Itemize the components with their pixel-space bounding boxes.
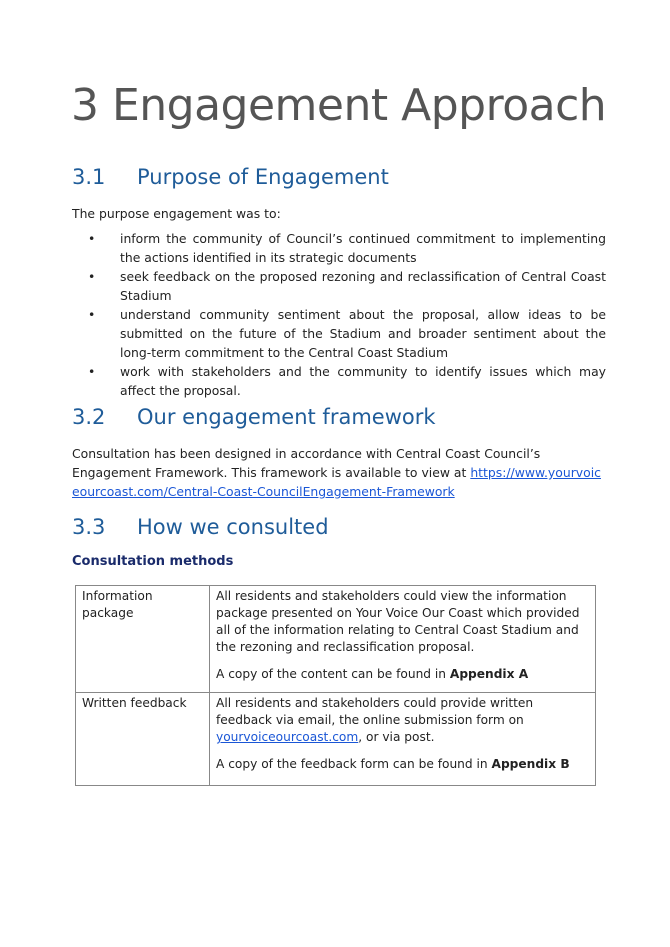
description-cell [210,693,596,786]
appendix-ref: Appendix A [449,667,529,681]
section-title: Purpose of Engagement [137,165,389,189]
appendix-prefix: A copy of the content can be found in [216,667,450,681]
framework-text: Consultation has been designed in accordance with Central Coast Council’s Engagement Framework. This framework is available to view at [72,446,541,480]
description-text: All residents and stakeholders could view the information package presented on Your Voice Our Coast which provided all of the information relating to Central Coast Stadium and the rezoning and reclassification proposal. [216,589,580,654]
section-heading-3-3 [72,515,329,539]
list-item: • work with stakeholders and the community to identify issues which may affect the proposal. [72,362,606,400]
appendix-note [216,756,589,773]
method-cell: Information package [76,586,210,693]
description-before: All residents and stakeholders could provide written feedback via email, the online submission form on [216,696,534,727]
appendix-prefix: A copy of the feedback form can be found in [216,757,492,771]
description-after: , or via post. [358,730,435,744]
section-number: 3.2 [72,405,106,429]
consultation-methods-table [75,585,596,786]
method-cell: Written feedback [76,693,210,786]
list-item: • seek feedback on the proposed rezoning and reclassification of Central Coast Stadium [72,267,606,305]
list-item: • inform the community of Council’s continued commitment to implementing the actions identified in its strategic documents [72,229,606,267]
appendix-note [216,666,589,683]
yourvoiceourcoast-link[interactable]: yourvoiceourcoast.com [216,730,359,744]
framework-link[interactable]: https://www.yourvoiceourcoast.com/Central-Coast-CouncilEngagement-Framework [72,465,601,499]
table-row [76,693,596,786]
appendix-ref: Appendix B [491,757,570,771]
description-text [216,695,589,746]
framework-paragraph [72,444,602,501]
section-heading-3-1 [72,165,389,189]
description-cell [210,586,596,693]
table-row [76,586,596,693]
section-number: 3.1 [72,165,106,189]
purpose-intro: The purpose engagement was to: [72,206,281,221]
section-heading-3-2 [72,405,436,429]
section-title: Our engagement framework [137,405,436,429]
consultation-methods-heading: Consultation methods [72,554,234,569]
section-number: 3.3 [72,515,106,539]
list-item: • understand community sentiment about the proposal, allow ideas to be submitted on the future of the Stadium and broader sentiment about the long-term commitment to the Central Coast Stadium [72,305,606,362]
purpose-list [72,229,606,400]
section-title: How we consulted [137,515,329,539]
page-title: 3 Engagement Approach [71,80,607,131]
